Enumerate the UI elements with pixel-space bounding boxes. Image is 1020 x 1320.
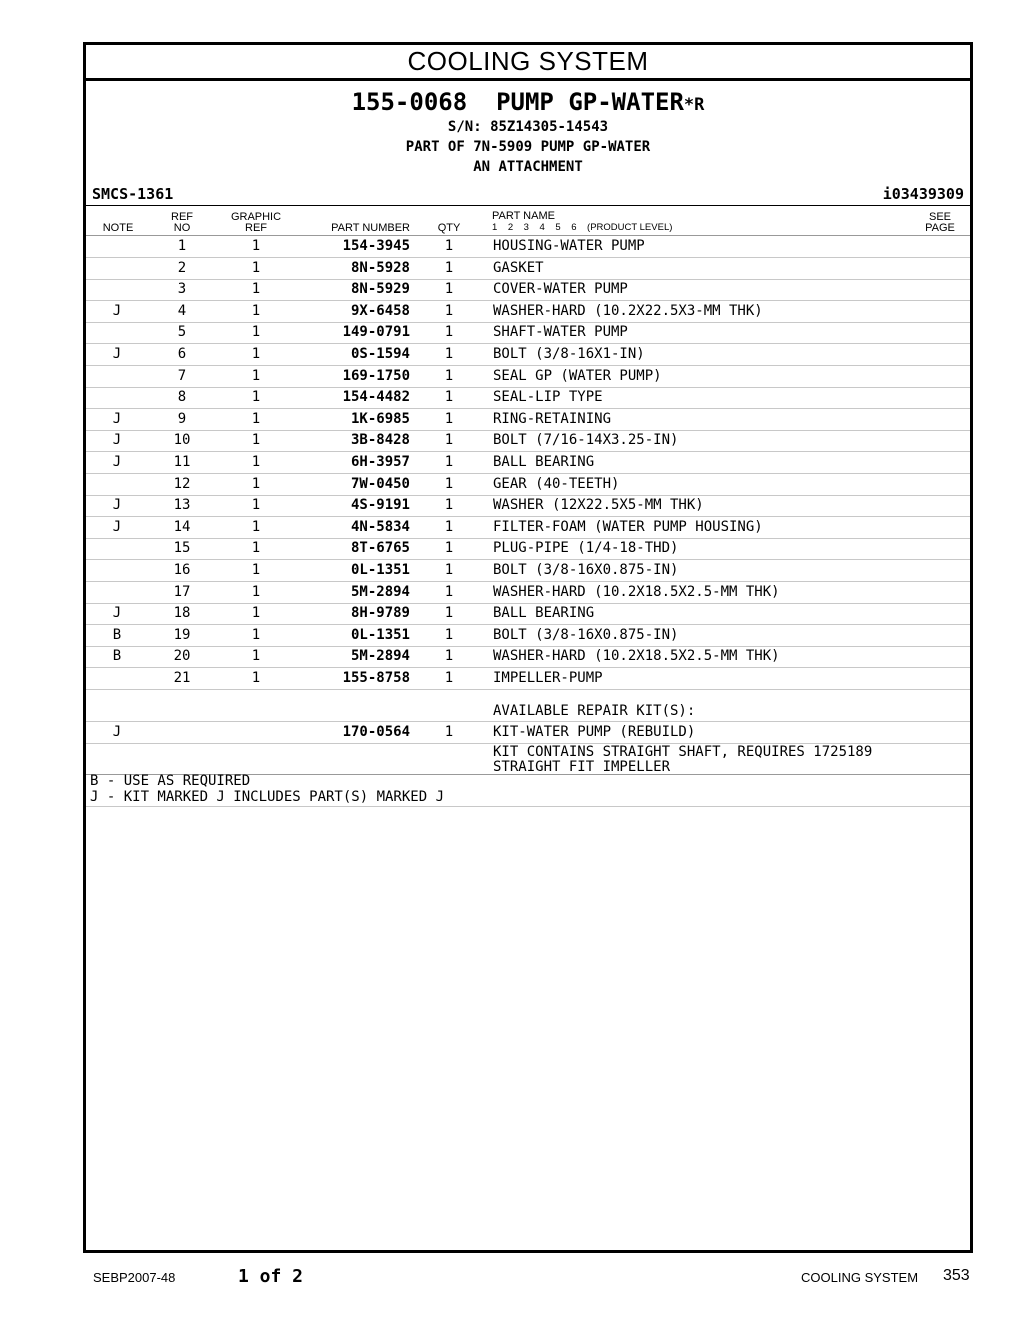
part-number-cell: 4S-9191: [350, 497, 410, 514]
note-cell: B: [112, 648, 122, 665]
ref-no-cell: 1: [177, 238, 187, 254]
part-number-cell: 149-0791: [342, 324, 410, 341]
footer-section-name: COOLING SYSTEM: [801, 1270, 919, 1285]
smcs-code: SMCS-1361: [92, 185, 174, 203]
kit-contents-line2: STRAIGHT FIT IMPELLER: [493, 759, 671, 775]
graphic-ref-cell: 1: [251, 389, 261, 406]
qty-cell: 1: [444, 346, 454, 362]
graphic-ref-cell: 1: [251, 497, 261, 514]
col-product-levels: 1 2 3 4 5 6 (PRODUCT LEVEL): [492, 222, 673, 233]
table-row: [86, 236, 970, 258]
part-number-cell: 0L-1351: [350, 626, 410, 643]
kit-note: J: [112, 724, 122, 740]
illustration-id: i03439309: [882, 185, 964, 203]
part-number-cell: 5M-2894: [350, 648, 410, 665]
part-name-cell: BOLT (3/8-16X0.875-IN): [493, 562, 679, 578]
group-suffix: *R: [683, 95, 705, 115]
ref-no-cell: 3: [177, 281, 187, 298]
note-cell: J: [112, 605, 122, 622]
table-row: [86, 538, 970, 560]
col-graphic-bottom: REF: [245, 222, 267, 234]
qty-cell: 1: [444, 497, 454, 514]
col-qty: QTY: [437, 222, 461, 234]
ref-no-cell: 6: [177, 346, 187, 362]
kit-heading: AVAILABLE REPAIR KIT(S):: [493, 703, 696, 719]
table-row: [86, 258, 970, 280]
ref-no-cell: 10: [173, 432, 191, 449]
table-row: [86, 344, 970, 366]
col-note: NOTE: [102, 222, 134, 234]
ref-no-cell: 15: [173, 540, 191, 557]
col-part-number: PART NUMBER: [331, 222, 410, 234]
graphic-ref-cell: 1: [251, 259, 261, 276]
part-number-cell: 6H-3957: [350, 454, 410, 470]
footnote-j: J - KIT MARKED J INCLUDES PART(S) MARKED J: [90, 789, 445, 805]
page-of-indicator: 1 of 2: [238, 1266, 304, 1287]
ref-no-cell: 16: [173, 562, 191, 578]
qty-cell: 1: [444, 540, 454, 557]
ref-no-cell: 5: [177, 324, 187, 341]
document-id: SEBP2007-48: [93, 1270, 176, 1285]
qty-cell: 1: [444, 518, 454, 535]
graphic-ref-cell: 1: [251, 238, 261, 254]
table-row: [86, 560, 970, 582]
note-cell: J: [112, 346, 122, 362]
part-number-cell: 4N-5834: [350, 518, 410, 535]
part-number-cell: 1K-6985: [350, 410, 410, 427]
qty-cell: 1: [444, 648, 454, 665]
kit-part-number: 170-0564: [342, 724, 410, 740]
qty-cell: 1: [444, 410, 454, 427]
col-ref-bottom: NO: [173, 222, 191, 234]
col-see-top: SEE: [928, 211, 951, 223]
note-cell: J: [112, 410, 122, 427]
table-row: [86, 668, 970, 690]
note-cell: J: [112, 432, 122, 449]
section-title: COOLING SYSTEM: [86, 45, 970, 81]
qty-cell: 1: [444, 626, 454, 643]
graphic-ref-cell: 1: [251, 562, 261, 578]
kit-row: [86, 722, 970, 744]
qty-cell: 1: [444, 302, 454, 319]
part-number-cell: 8H-9789: [350, 605, 410, 622]
ref-no-cell: 19: [173, 626, 191, 643]
graphic-ref-cell: 1: [251, 324, 261, 341]
note-cell: J: [112, 302, 122, 319]
table-row: [86, 301, 970, 323]
part-number-cell: 8T-6765: [350, 540, 410, 557]
part-number-cell: 169-1750: [342, 367, 410, 384]
table-row: [86, 517, 970, 539]
graphic-ref-cell: 1: [251, 281, 261, 298]
part-name-cell: WASHER (12X22.5X5-MM THK): [493, 497, 704, 514]
graphic-ref-cell: 1: [251, 605, 261, 622]
note-cell: J: [112, 454, 122, 470]
note-cell: J: [112, 497, 122, 514]
attachment-line: AN ATTACHMENT: [473, 159, 583, 175]
part-number-cell: 7W-0450: [350, 475, 410, 492]
qty-cell: 1: [444, 432, 454, 449]
qty-cell: 1: [444, 475, 454, 492]
note-cell: B: [112, 626, 122, 643]
part-name-cell: PLUG-PIPE (1/4-18-THD): [493, 540, 679, 557]
header-rule: [86, 205, 970, 206]
graphic-ref-cell: 1: [251, 518, 261, 535]
col-ref-top: REF: [171, 211, 193, 223]
ref-no-cell: 4: [177, 302, 187, 319]
graphic-ref-cell: 1: [251, 367, 261, 384]
table-row: [86, 279, 970, 301]
group-number: 155-0068: [351, 88, 468, 116]
qty-cell: 1: [444, 389, 454, 406]
part-number-cell: 3B-8428: [350, 432, 410, 449]
graphic-ref-cell: 1: [251, 648, 261, 665]
qty-cell: 1: [444, 562, 454, 578]
ref-no-cell: 11: [173, 454, 191, 470]
qty-cell: 1: [444, 605, 454, 622]
ref-no-cell: 12: [173, 475, 191, 492]
part-name-cell: SEAL-LIP TYPE: [493, 389, 603, 406]
footnote-b: B - USE AS REQUIRED: [90, 773, 251, 789]
graphic-ref-cell: 1: [251, 583, 261, 600]
table-row: [86, 452, 970, 474]
table-row: [86, 582, 970, 604]
ref-no-cell: 20: [173, 648, 191, 665]
graphic-ref-cell: 1: [251, 454, 261, 470]
page-frame: [83, 42, 973, 1253]
kit-qty: 1: [444, 724, 454, 740]
graphic-ref-cell: 1: [251, 475, 261, 492]
ref-no-cell: 13: [173, 497, 191, 514]
part-name-cell: COVER-WATER PUMP: [493, 281, 628, 298]
ref-no-cell: 17: [173, 583, 191, 600]
part-name-cell: SEAL GP (WATER PUMP): [493, 367, 662, 384]
part-name-cell: HOUSING-WATER PUMP: [493, 238, 645, 254]
table-row: [86, 474, 970, 496]
col-graphic-top: GRAPHIC: [230, 211, 282, 223]
group-title: [86, 88, 970, 119]
footnotes: [90, 773, 444, 805]
part-number-cell: 8N-5929: [350, 281, 410, 298]
part-number-cell: 8N-5928: [350, 259, 410, 276]
ref-no-cell: 18: [173, 605, 191, 622]
part-name-cell: BOLT (7/16-14X3.25-IN): [493, 432, 679, 449]
part-name-cell: IMPELLER-PUMP: [493, 670, 603, 686]
part-number-cell: 9X-6458: [350, 302, 410, 319]
part-number-cell: 5M-2894: [350, 583, 410, 600]
table-row: [86, 366, 970, 388]
kit-heading-row: [86, 691, 970, 722]
graphic-ref-cell: 1: [251, 670, 261, 686]
page-number: 353: [943, 1267, 970, 1284]
group-name: PUMP GP-WATER: [496, 88, 684, 116]
part-name-cell: FILTER-FOAM (WATER PUMP HOUSING): [493, 518, 763, 535]
part-name-cell: BOLT (3/8-16X1-IN): [493, 346, 645, 362]
part-name-cell: BOLT (3/8-16X0.875-IN): [493, 626, 679, 643]
part-name-cell: GASKET: [493, 259, 544, 276]
note-cell: J: [112, 518, 122, 535]
ref-no-cell: 2: [177, 259, 187, 276]
ref-no-cell: 21: [173, 670, 191, 686]
part-name-cell: GEAR (40-TEETH): [493, 475, 620, 492]
qty-cell: 1: [444, 583, 454, 600]
part-name-cell: WASHER-HARD (10.2X22.5X3-MM THK): [493, 302, 763, 319]
table-row: [86, 625, 970, 647]
col-part-name: PART NAME: [492, 210, 555, 222]
kit-contents-row: [86, 744, 970, 775]
graphic-ref-cell: 1: [251, 540, 261, 557]
ref-no-cell: 8: [177, 389, 187, 406]
table-row: [86, 646, 970, 668]
qty-cell: 1: [444, 324, 454, 341]
part-number-cell: 0L-1351: [350, 562, 410, 578]
graphic-ref-cell: 1: [251, 432, 261, 449]
qty-cell: 1: [444, 670, 454, 686]
table-row: [86, 409, 970, 431]
ref-no-cell: 7: [177, 367, 187, 384]
graphic-ref-cell: 1: [251, 302, 261, 319]
graphic-ref-cell: 1: [251, 346, 261, 362]
notes-rule: [86, 806, 970, 807]
col-see-bottom: PAGE: [925, 222, 955, 234]
qty-cell: 1: [444, 281, 454, 298]
part-name-cell: WASHER-HARD (10.2X18.5X2.5-MM THK): [493, 648, 780, 665]
table-row: [86, 430, 970, 452]
ref-no-cell: 9: [177, 410, 187, 427]
part-of-line: PART OF 7N-5909 PUMP GP-WATER: [405, 139, 651, 155]
part-name-cell: BALL BEARING: [493, 605, 595, 622]
serial-range: S/N: 85Z14305-14543: [447, 119, 609, 135]
part-name-cell: SHAFT-WATER PUMP: [493, 324, 628, 341]
kit-contents-line1: KIT CONTAINS STRAIGHT SHAFT, REQUIRES 1725189: [493, 744, 873, 760]
graphic-ref-cell: 1: [251, 626, 261, 643]
qty-cell: 1: [444, 238, 454, 254]
part-number-cell: 155-8758: [342, 670, 410, 686]
table-row: [86, 322, 970, 344]
table-row: [86, 603, 970, 625]
graphic-ref-cell: 1: [251, 410, 261, 427]
part-name-cell: WASHER-HARD (10.2X18.5X2.5-MM THK): [493, 583, 780, 600]
part-number-cell: 154-4482: [342, 389, 410, 406]
ref-no-cell: 14: [173, 518, 191, 535]
kit-name: KIT-WATER PUMP (REBUILD): [493, 724, 696, 740]
part-name-cell: RING-RETAINING: [493, 410, 612, 427]
table-row: [86, 387, 970, 409]
table-row: [86, 495, 970, 517]
part-number-cell: 154-3945: [342, 238, 410, 254]
qty-cell: 1: [444, 454, 454, 470]
qty-cell: 1: [444, 367, 454, 384]
qty-cell: 1: [444, 259, 454, 276]
part-name-cell: BALL BEARING: [493, 454, 595, 470]
part-number-cell: 0S-1594: [350, 346, 410, 362]
